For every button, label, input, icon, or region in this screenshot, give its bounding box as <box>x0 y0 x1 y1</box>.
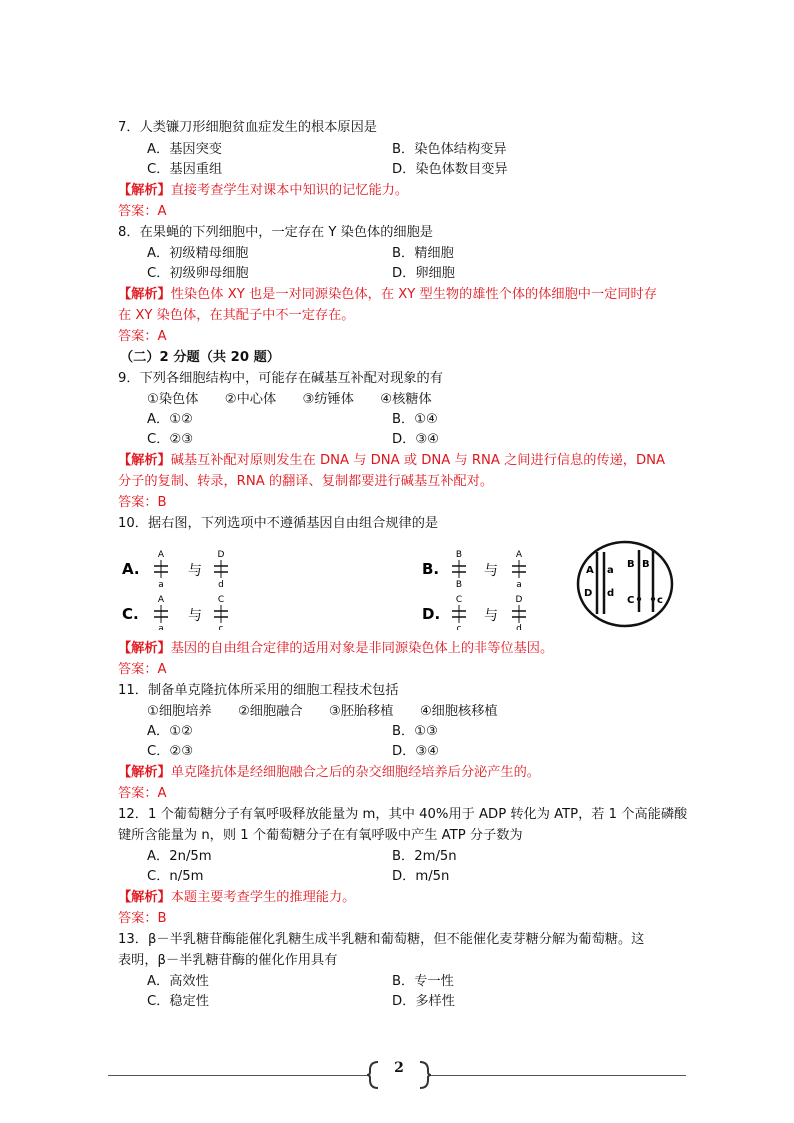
q11-option-c: C．②③ <box>147 744 194 759</box>
q7-option-b: B．染色体结构变异 <box>392 142 507 157</box>
q12-option-c: C．n/5m <box>147 869 204 884</box>
q13-option-d: D．多样性 <box>392 994 455 1009</box>
q10-option-b-gene-pair1 <box>452 550 466 590</box>
q9-option-a: A．①② <box>147 412 193 427</box>
q10-option-c-gene-pair1 <box>154 595 168 630</box>
allele-label: a <box>516 580 522 590</box>
allele-label: D <box>217 550 225 560</box>
allele-label: a <box>158 580 164 590</box>
allele-label: d <box>516 624 522 630</box>
q10-answer: 答案：A <box>118 662 167 677</box>
q13-stem-line2: 表明，β－半乳糖苷酶的催化作用具有 <box>118 953 338 968</box>
q10-option-a-yu: 与 <box>188 563 202 579</box>
q10-option-b-yu: 与 <box>484 563 498 579</box>
allele-label: A <box>515 550 523 560</box>
q9-items: ①染色体 ②中心体 ③纺锤体 ④核糖体 <box>147 392 432 407</box>
q10-option-b-letter: B. <box>422 560 440 578</box>
q7-option-a: A．基因突变 <box>147 142 222 157</box>
q9-option-b: B．①④ <box>392 412 438 427</box>
analysis-tag: 【解析】 <box>118 641 171 656</box>
q11-analysis <box>118 763 540 783</box>
analysis-tag: 【解析】 <box>118 183 171 198</box>
allele-label: a <box>158 624 164 630</box>
footer-rule-left <box>108 1075 370 1076</box>
q8-analysis-line1 <box>118 285 657 305</box>
analysis-tag: 【解析】 <box>118 765 171 780</box>
q11-stem: 11．制备单克隆抗体所采用的细胞工程技术包括 <box>118 683 399 698</box>
q13-option-c: C．稳定性 <box>147 994 209 1009</box>
allele-label: D <box>515 595 523 605</box>
cell-allele-label: D <box>584 588 593 599</box>
page-number: 2 <box>394 1060 404 1076</box>
allele-label: c <box>218 624 224 630</box>
analysis-text: 单克隆抗体是经细胞融合之后的杂交细胞经培养后分泌产生的。 <box>170 765 540 780</box>
analysis-text: 直接考查学生对课本中知识的记忆能力。 <box>170 183 409 198</box>
q12-stem-line2: 键所含能量为 n，则 1 个葡萄糖分子在有氧呼吸中产生 ATP 分子数为 <box>118 828 523 843</box>
analysis-text: 基因的自由组合定律的适用对象是非同源染色体上的非等位基因。 <box>170 641 554 656</box>
q10-option-d-yu: 与 <box>484 608 498 624</box>
q12-option-a: A．2n/5m <box>147 849 212 864</box>
q10-option-c-gene-pair2 <box>214 595 228 630</box>
q9-option-d: D．③④ <box>392 432 439 447</box>
q10-option-c-yu: 与 <box>188 608 202 624</box>
q8-answer: 答案：A <box>118 329 167 344</box>
q9-stem: 9．下列各细胞结构中，可能存在碱基互补配对现象的有 <box>118 371 443 386</box>
q11-option-b: B．①③ <box>392 724 438 739</box>
q12-answer: 答案：B <box>118 911 167 926</box>
q10-option-d-gene-pair2 <box>512 595 526 630</box>
q10-option-a-letter: A. <box>122 560 140 578</box>
q9-analysis-line2: 分子的复制、转录，RNA 的翻译、复制都要进行碱基互补配对。 <box>118 474 494 489</box>
q9-analysis-line1 <box>118 451 665 471</box>
q13-stem-line1: 13．β－半乳糖苷酶能催化乳糖生成半乳糖和葡萄糖，但不能催化麦芽糖分解为葡萄糖。这 <box>118 932 645 947</box>
cell-allele-label: B <box>627 559 635 570</box>
q8-option-c: C．初级卵母细胞 <box>147 266 249 281</box>
q8-option-d: D．卵细胞 <box>392 266 455 281</box>
q13-option-b: B．专一性 <box>392 974 454 989</box>
q7-analysis <box>118 181 408 201</box>
allele-label: A <box>157 595 165 605</box>
allele-label: B <box>455 550 463 560</box>
analysis-tag: 【解析】 <box>118 890 171 905</box>
allele-label: C <box>455 595 463 605</box>
cell-allele-label: A <box>586 565 594 576</box>
q10-option-a-gene-pair2 <box>214 550 228 590</box>
q7-answer: 答案：A <box>118 204 167 219</box>
q8-option-b: B．精细胞 <box>392 246 454 261</box>
q10-option-b-gene-pair2 <box>512 550 526 590</box>
q10-option-c-letter: C. <box>122 605 139 623</box>
allele-label: C <box>217 595 225 605</box>
q11-items: ①细胞培养 ②细胞融合 ③胚胎移植 ④细胞核移植 <box>147 704 498 719</box>
cell-allele-label: C <box>627 595 635 606</box>
q10-analysis <box>118 639 553 659</box>
analysis-tag: 【解析】 <box>118 287 171 302</box>
cell-allele-label: c <box>657 595 663 606</box>
cell-allele-label: d <box>607 588 615 599</box>
q11-option-a: A．①② <box>147 724 193 739</box>
analysis-text: 碱基互补配对原则发生在 DNA 与 DNA 或 DNA 与 RNA 之间进行信息的传递，DNA <box>170 453 665 468</box>
q10-option-a-gene-pair1 <box>154 550 168 590</box>
analysis-text: 本题主要考查学生的推理能力。 <box>170 890 356 905</box>
footer-rule-right <box>428 1075 686 1076</box>
allele-label: B <box>455 580 463 590</box>
q9-answer: 答案：B <box>118 495 167 510</box>
q8-stem: 8．在果蝇的下列细胞中，一定存在 Y 染色体的细胞是 <box>118 225 433 240</box>
q12-analysis <box>118 888 355 908</box>
q10-cell-diagram <box>578 542 672 626</box>
q8-option-a: A．初级精母细胞 <box>147 246 249 261</box>
cell-allele-label: B <box>642 559 650 570</box>
q11-answer: 答案：A <box>118 786 167 801</box>
allele-label: d <box>218 580 224 590</box>
q12-option-b: B．2m/5n <box>392 849 457 864</box>
q10-option-d-letter: D. <box>422 605 441 623</box>
section-heading: （二）2 分题（共 20 题） <box>120 350 280 365</box>
q10-stem: 10．据右图，下列选项中不遵循基因自由组合规律的是 <box>118 516 439 531</box>
q11-option-d: D．③④ <box>392 744 439 759</box>
allele-label: A <box>157 550 165 560</box>
allele-label: c <box>456 624 462 630</box>
cell-allele-label: a <box>607 565 614 576</box>
q12-option-d: D．m/5n <box>392 869 450 884</box>
q10-figure <box>118 540 688 630</box>
q12-stem-line1: 12．1 个葡萄糖分子有氧呼吸释放能量为 m，其中 40%用于 ADP 转化为 ATP，若 1 个高能磷酸 <box>118 807 688 822</box>
q9-option-c: C．②③ <box>147 432 194 447</box>
q7-option-c: C．基因重组 <box>147 162 223 177</box>
analysis-tag: 【解析】 <box>118 453 171 468</box>
q7-option-d: D．染色体数目变异 <box>392 162 508 177</box>
q8-analysis-line2: 在 XY 染色体，在其配子中不一定存在。 <box>118 308 355 323</box>
analysis-text: 性染色体 XY 也是一对同源染色体，在 XY 型生物的雄性个体的体细胞中一定同时存 <box>170 287 657 302</box>
q13-option-a: A．高效性 <box>147 974 209 989</box>
q7-stem: 7．人类镰刀形细胞贫血症发生的根本原因是 <box>118 120 377 135</box>
q10-option-d-gene-pair1 <box>452 595 466 630</box>
